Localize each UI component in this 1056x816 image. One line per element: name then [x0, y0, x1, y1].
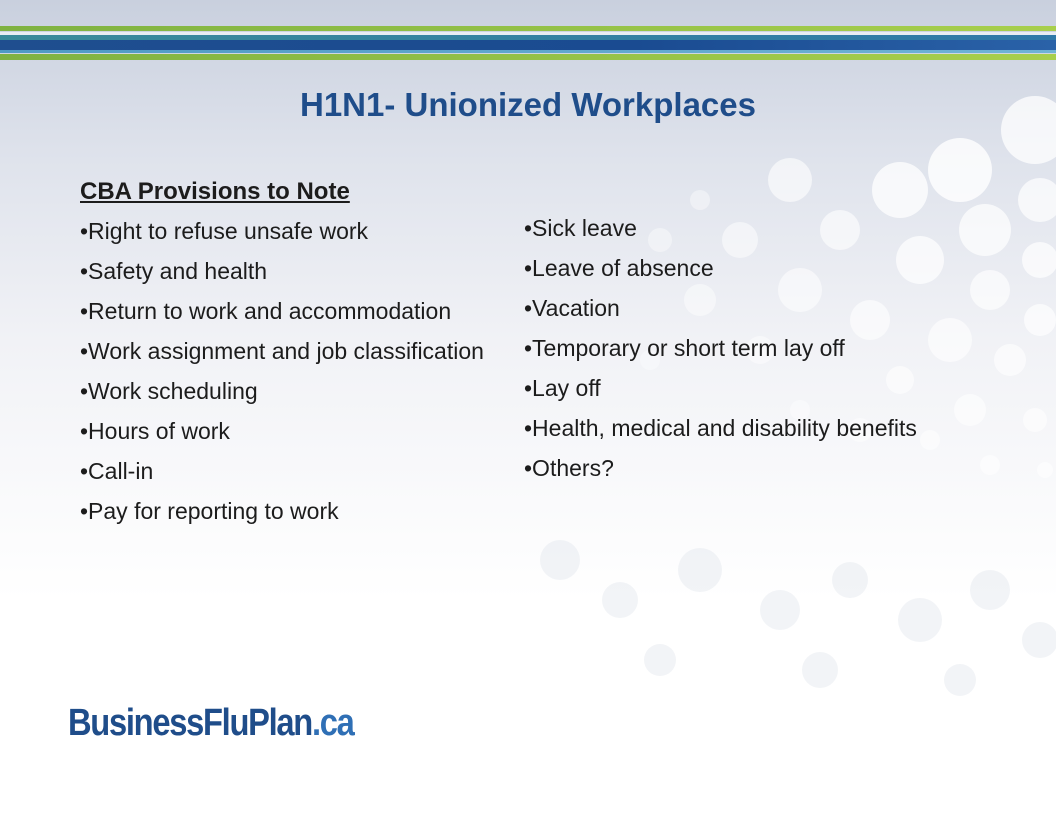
list-item: •Temporary or short term lay off [524, 335, 845, 361]
list-item: •Leave of absence [524, 255, 714, 281]
slide-title: H1N1- Unionized Workplaces [300, 86, 756, 123]
list-item: •Vacation [524, 295, 620, 321]
list-item: •Right to refuse unsafe work [80, 218, 369, 244]
list-item: •Lay off [524, 375, 601, 401]
list-item: •Work assignment and job classification [80, 338, 484, 364]
logo-text-main: BusinessFluPlan [68, 702, 312, 744]
list-item: •Others? [524, 455, 614, 481]
cba-heading: CBA Provisions to Note [80, 178, 350, 205]
list-item: •Health, medical and disability benefits [524, 415, 917, 441]
right-column [524, 213, 924, 493]
list-item: •Pay for reporting to work [80, 498, 339, 524]
business-flu-plan-logo [68, 702, 354, 745]
logo-text-domain: .ca [311, 702, 354, 744]
list-item: •Hours of work [80, 418, 230, 444]
list-item: •Sick leave [524, 215, 637, 241]
list-item: •Call-in [80, 458, 154, 484]
list-item: •Work scheduling [80, 378, 258, 404]
list-item: •Safety and health [80, 258, 268, 284]
left-column [80, 176, 520, 536]
list-item: •Return to work and accommodation [80, 298, 452, 324]
